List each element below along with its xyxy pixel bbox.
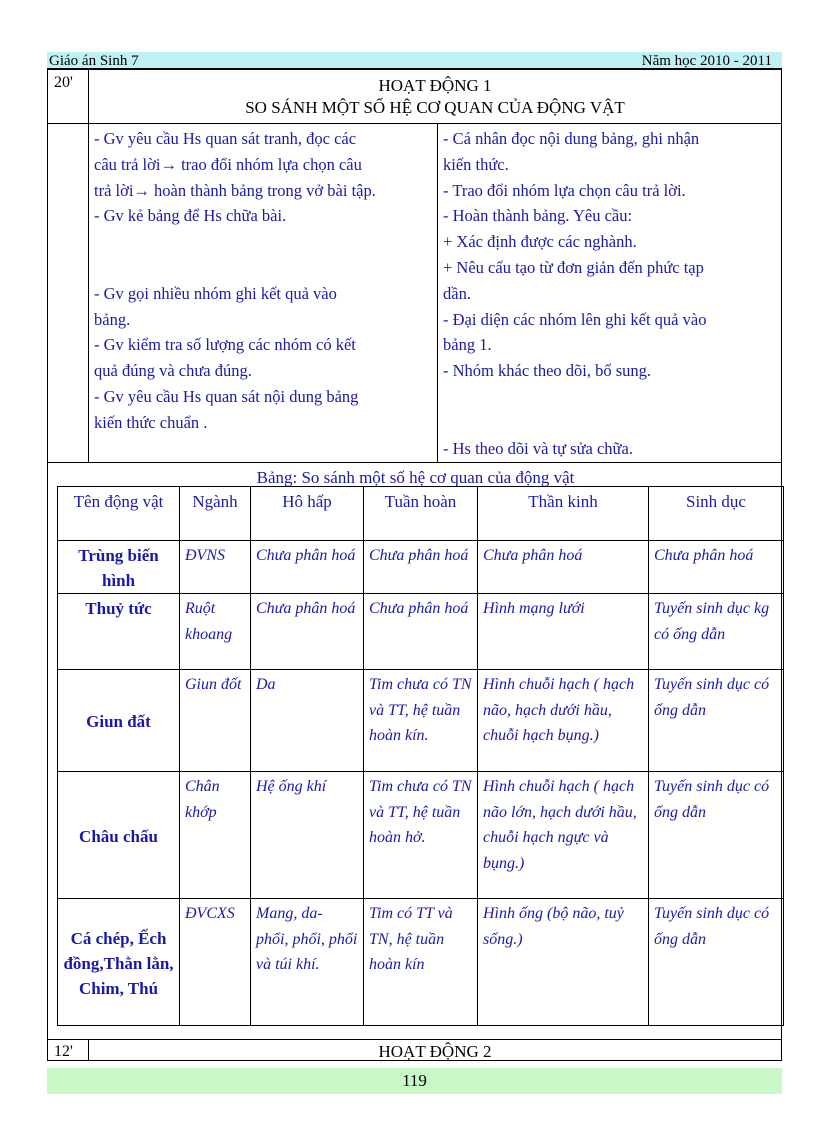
page-header	[47, 52, 782, 68]
table-cell: Hình chuỗi hạch ( hạch não, hạch dưới hầu, chuỗi hạch bụng.)	[478, 670, 649, 772]
student-activity-line: kiến thức.	[443, 154, 509, 174]
table-cell: Tim chưa có TN và TT, hệ tuần hoàn kín.	[364, 670, 478, 772]
header-school-year: Năm học 2010 - 2011	[641, 53, 772, 69]
table-caption: Bảng: So sánh một số hệ cơ quan của động vật	[256, 468, 575, 487]
divider	[48, 1039, 781, 1040]
table-row	[58, 772, 784, 899]
table-row	[58, 541, 784, 594]
student-activity-line: - Đại diện các nhóm lên ghi kết quả vào	[443, 309, 707, 329]
table-row	[58, 670, 784, 772]
table-cell: Ruột khoang	[180, 594, 251, 670]
student-activity-line: + Xác định được các nghành.	[443, 232, 637, 252]
teacher-activity-line: bảng.	[94, 309, 131, 329]
teacher-activity-line: - Gv yêu cầu Hs quan sát tranh, đọc các	[94, 129, 357, 148]
lesson-sheet	[47, 68, 782, 1061]
table-cell: Chưa phân hoá	[478, 541, 649, 594]
animal-name-cell: Trùng biến hình	[58, 541, 180, 594]
table-cell: Chưa phân hoá	[251, 541, 364, 594]
header-subject: Giáo án Sinh 7	[49, 53, 139, 69]
teacher-activity-line	[94, 255, 434, 281]
table-cell: Hệ ống khí	[251, 772, 364, 899]
teacher-activity-line: kiến thức chuẩn .	[94, 412, 208, 432]
teacher-activity-line: trả lời→ hoàn thành bảng trong vở bài tập.	[94, 180, 376, 200]
divider	[48, 462, 781, 463]
animal-name-cell: Cá chép, Ếch đồng,Thằn lằn, Chim, Thú	[58, 899, 180, 1026]
student-activity-line: - Hs theo dõi và tự sửa chữa.	[443, 438, 633, 458]
student-activity-line: - Trao đổi nhóm lựa chọn câu trả lời.	[443, 180, 686, 200]
table-cell: Chưa phân hoá	[364, 594, 478, 670]
animal-name-cell: Giun đất	[58, 670, 180, 772]
table-cell: Chưa phân hoá	[364, 541, 478, 594]
table-cell: Chân khớp	[180, 772, 251, 899]
teacher-activities	[94, 126, 434, 436]
table-cell: ĐVNS	[180, 541, 251, 594]
activity2-time: 12'	[54, 1043, 73, 1060]
table-cell: Tuyến sinh dục kg có ống dẫn	[649, 594, 784, 670]
column-header: Ngành	[180, 487, 251, 541]
column-header: Tên động vật	[58, 487, 180, 541]
column-header: Thần kinh	[478, 487, 649, 541]
activity1-heading: HOẠT ĐỘNG 1	[378, 76, 492, 95]
table-cell: Hình ống (bộ não, tuỷ sống.)	[478, 899, 649, 1026]
column-header: Tuần hoàn	[364, 487, 478, 541]
table-cell: Chưa phân hoá	[251, 594, 364, 670]
student-activity-line: bảng 1.	[443, 335, 492, 355]
student-activity-line: - Hoàn thành bảng. Yêu cầu:	[443, 206, 633, 226]
divider	[88, 70, 89, 462]
table-row	[58, 899, 784, 1026]
table-cell: Da	[251, 670, 364, 772]
animal-name-cell: Thuỷ tức	[58, 594, 180, 670]
student-activity-line	[443, 384, 779, 410]
table-cell: Hình mạng lưới	[478, 594, 649, 670]
page-footer	[47, 1068, 782, 1094]
column-header: Hô hấp	[251, 487, 364, 541]
table-cell: Giun đốt	[180, 670, 251, 772]
column-header: Sinh dục	[649, 487, 784, 541]
teacher-activity-line: - Gv gọi nhiều nhóm ghi kết quả vào	[94, 283, 337, 303]
activity1-title	[89, 75, 781, 119]
comparison-table	[57, 486, 784, 1026]
activity1-subheading: SO SÁNH MỘT SỐ HỆ CƠ QUAN CỦA ĐỘNG VẬT	[245, 98, 625, 117]
animal-name-cell: Châu chấu	[58, 772, 180, 899]
student-activity-line: + Nêu cấu tạo từ đơn giản đến phức tạp	[443, 257, 704, 277]
table-cell: Chưa phân hoá	[649, 541, 784, 594]
teacher-activity-line	[94, 229, 434, 255]
activity2-title: HOẠT ĐỘNG 2	[378, 1042, 492, 1061]
table-cell: Tuyến sinh dục có ống dẫn	[649, 899, 784, 1026]
student-activity-line: - Nhóm khác theo dõi, bổ sung.	[443, 361, 652, 381]
divider	[437, 123, 438, 462]
activity1-time: 20'	[54, 74, 73, 91]
student-activities	[443, 126, 779, 461]
student-activity-line	[443, 410, 779, 436]
table-row	[58, 594, 784, 670]
table-cell: Tim chưa có TN và TT, hệ tuần hoàn hở.	[364, 772, 478, 899]
teacher-activity-line: quả đúng và chưa đúng.	[94, 361, 252, 381]
table-cell: Hình chuỗi hạch ( hạch não lớn, hạch dưới hầu, chuỗi hạch ngực và bụng.)	[478, 772, 649, 899]
teacher-activity-line: câu trả lời→ trao đổi nhóm lựa chọn câu	[94, 154, 362, 174]
divider	[48, 123, 781, 124]
teacher-activity-line: - Gv yêu cầu Hs quan sát nội dung bảng	[94, 386, 359, 406]
table-cell: Mang, da- phổi, phổi, phổi và túi khí.	[251, 899, 364, 1026]
table-cell: Tuyến sinh dục có ống dẫn	[649, 670, 784, 772]
teacher-activity-line: - Gv kẻ bảng để Hs chữa bài.	[94, 206, 287, 226]
page-number: 119	[402, 1071, 427, 1090]
table-cell: Tuyến sinh dục có ống dẫn	[649, 772, 784, 899]
table-cell: Tim có TT và TN, hệ tuần hoàn kín	[364, 899, 478, 1026]
teacher-activity-line: - Gv kiểm tra số lượng các nhóm có kết	[94, 335, 356, 355]
table-cell: ĐVCXS	[180, 899, 251, 1026]
student-activity-line: dần.	[443, 283, 471, 303]
student-activity-line: - Cá nhân đọc nội dung bảng, ghi nhận	[443, 129, 700, 148]
table-header-row	[58, 487, 784, 541]
